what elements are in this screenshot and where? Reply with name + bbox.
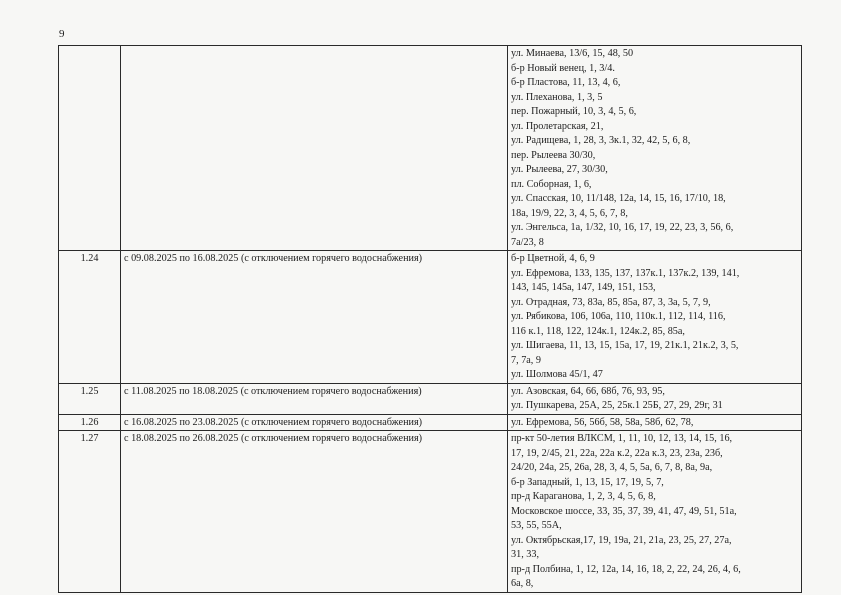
address-line: ул. Плеханова, 1, 3, 5	[511, 91, 603, 103]
addresses-cell	[508, 431, 802, 593]
table-row	[59, 431, 802, 593]
address-line: ул. Октябрьская,17, 19, 19а, 21, 21а, 23, 25, 27, 27а,	[511, 534, 732, 546]
address-line: 116 к.1, 118, 122, 124к.1, 124к.2, 85, 85а,	[511, 325, 685, 337]
row-number-cell	[59, 46, 121, 251]
address-line: пр-кт 50-летия ВЛКСМ, 1, 11, 10, 12, 13, 14, 15, 16,	[511, 433, 733, 444]
table-row	[59, 46, 802, 251]
address-line: ул. Пролетарская, 21,	[511, 120, 604, 132]
row-number-cell: 1.27	[59, 431, 121, 593]
address-line: ул. Рябикова, 106, 106а, 110, 110к.1, 112, 114, 116,	[511, 311, 726, 322]
address-line: пер. Рылеева 30/30,	[511, 149, 596, 161]
address-line: 53, 55, 55А,	[511, 520, 562, 531]
addresses-cell	[508, 414, 802, 431]
page-number: 9	[59, 28, 65, 40]
address-line: 18а, 19/9, 22, 3, 4, 5, 6, 7, 8,	[511, 207, 628, 219]
address-line: ул. Спасская, 10, 11/148, 12а, 14, 15, 16, 17/10, 18,	[511, 193, 726, 204]
outage-schedule-table	[58, 45, 802, 593]
table-row	[59, 383, 802, 414]
address-line: ул. Азовская, 64, 66, 68б, 76, 93, 95,	[511, 385, 665, 397]
address-line: 7а/23, 8	[511, 236, 544, 248]
address-line: ул. Энгельса, 1а, 1/32, 10, 16, 17, 19, 22, 23, 3, 56, 6,	[511, 222, 734, 233]
address-line: ул. Пушкарева, 25А, 25, 25к.1 25Б, 27, 29, 29г, 31	[511, 400, 723, 411]
address-line: пер. Пожарный, 10, 3, 4, 5, 6,	[511, 106, 637, 117]
address-line: б-р Пластова, 11, 13, 4, 6,	[511, 77, 621, 88]
addresses-cell	[508, 46, 802, 251]
address-line: пл. Соборная, 1, 6,	[511, 178, 592, 190]
address-line: б-р Западный, 1, 13, 15, 17, 19, 5, 7,	[511, 476, 664, 488]
row-number-cell: 1.25	[59, 383, 121, 414]
address-line: ул. Ефремова, 133, 135, 137, 137к.1, 137к.2, 139, 141,	[511, 267, 740, 279]
address-line: б-р Новый венец, 1, 3/4.	[511, 62, 615, 74]
address-line: б-р Цветной, 4, 6, 9	[511, 253, 595, 264]
address-line: 24/20, 24а, 25, 26а, 28, 3, 4, 5, 5а, 6, 7, 8, 8а, 9а,	[511, 462, 713, 473]
address-line: 31, 33,	[511, 549, 540, 560]
period-cell	[121, 46, 508, 251]
address-line: пр-д Полбина, 1, 12, 12а, 14, 16, 18, 2, 22, 24, 26, 4, 6,	[511, 563, 741, 575]
address-line: пр-д Караганова, 1, 2, 3, 4, 5, 6, 8,	[511, 491, 656, 502]
address-line: Московское шоссе, 33, 35, 37, 39, 41, 47, 49, 51, 51а,	[511, 505, 737, 517]
addresses-cell	[508, 383, 802, 414]
address-line: 143, 145, 145а, 147, 149, 151, 153,	[511, 282, 656, 293]
table-row	[59, 251, 802, 384]
row-number-cell: 1.24	[59, 251, 121, 384]
address-line: 7, 7а, 9	[511, 354, 541, 366]
row-number-cell: 1.26	[59, 414, 121, 431]
table-row	[59, 414, 802, 431]
address-line: ул. Радищева, 1, 28, 3, 3к.1, 32, 42, 5, 6, 8,	[511, 135, 691, 146]
period-cell: с 18.08.2025 по 26.08.2025 (с отключением горячего водоснабжения)	[121, 431, 508, 593]
address-line: ул. Рылеева, 27, 30/30,	[511, 164, 608, 175]
address-line: 6а, 8,	[511, 578, 534, 589]
period-cell: с 16.08.2025 по 23.08.2025 (с отключением горячего водоснабжения)	[121, 414, 508, 431]
address-line: ул. Шолмова 45/1, 47	[511, 369, 603, 380]
address-line: 17, 19, 2/45, 21, 22а, 22а к.2, 22а к.3, 23, 23а, 23б,	[511, 447, 723, 459]
period-cell: с 11.08.2025 по 18.08.2025 (с отключением горячего водоснабжения)	[121, 383, 508, 414]
period-cell: с 09.08.2025 по 16.08.2025 (с отключением горячего водоснабжения)	[121, 251, 508, 384]
addresses-cell	[508, 251, 802, 384]
address-line: ул. Шигаева, 11, 13, 15, 15а, 17, 19, 21к.1, 21к.2, 3, 5,	[511, 340, 739, 351]
address-line: ул. Отрадная, 73, 83а, 85, 85а, 87, 3, 3а, 5, 7, 9,	[511, 296, 711, 308]
address-line: ул. Ефремова, 56, 56б, 58, 58а, 58б, 62, 78,	[511, 416, 694, 428]
address-line: ул. Минаева, 13/6, 15, 48, 50	[511, 48, 634, 59]
